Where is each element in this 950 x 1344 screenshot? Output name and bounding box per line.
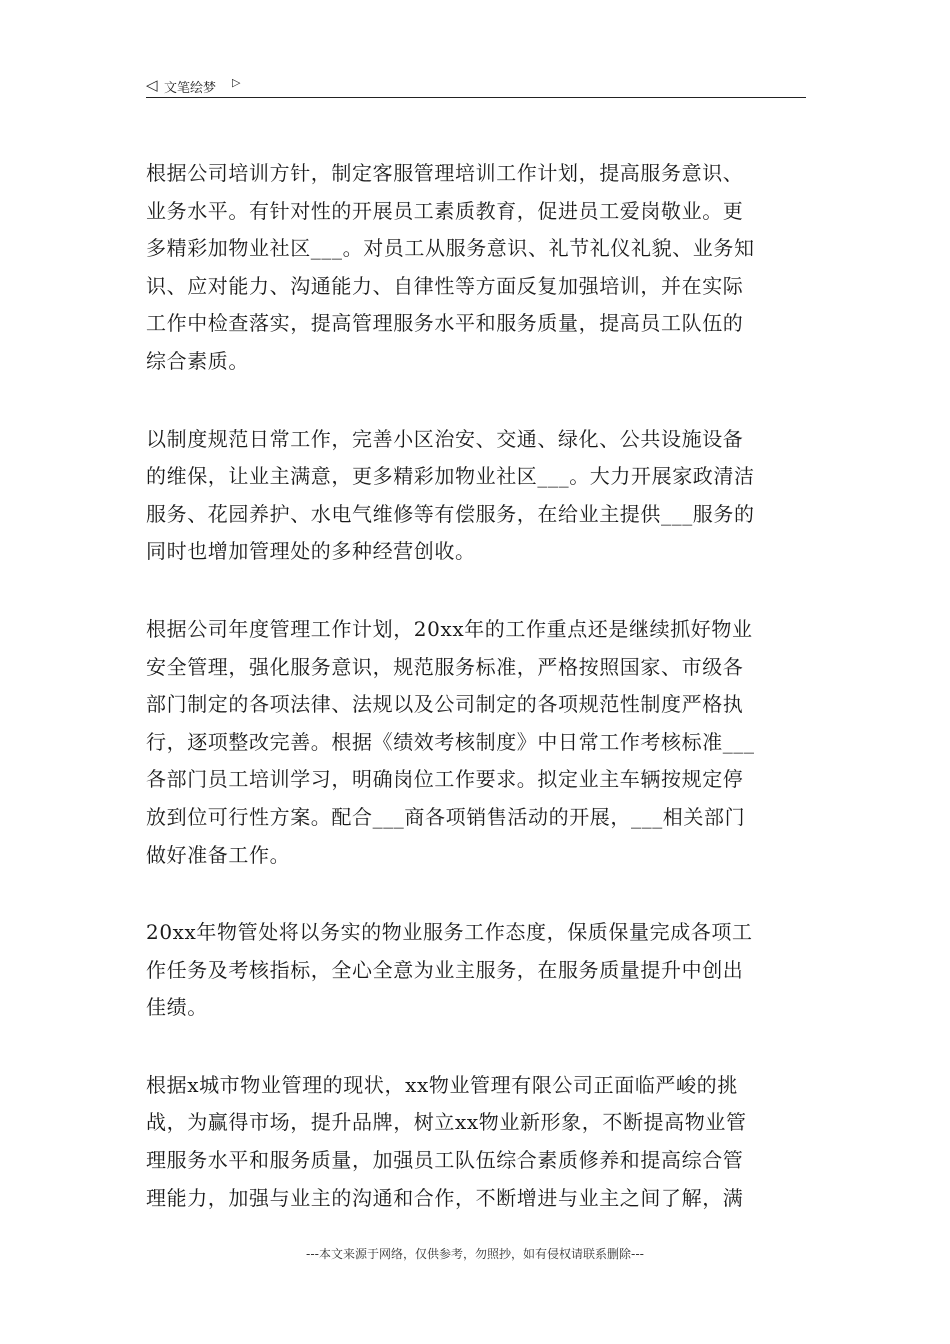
paragraph-line: 根据公司年度管理工作计划，20xx年的工作重点还是继续抓好物业 — [146, 616, 753, 641]
paragraph-line: 佳绩。 — [146, 995, 208, 1020]
paragraph-line: 同时也增加管理处的多种经营创收。 — [146, 539, 476, 564]
left-triangle-icon: ◁ — [146, 76, 158, 94]
paragraph-line: 根据公司培训方针，制定客服管理培训工作计划，提高服务意识、 — [146, 161, 744, 185]
paragraph-line: 理能力，加强与业主的沟通和合作，不断增进与业主之间了解，满 — [146, 1185, 744, 1210]
paragraph-line: 作任务及考核指标，全心全意为业主服务，在服务质量提升中创出 — [146, 957, 744, 982]
paragraph-line: 业务水平。有针对性的开展员工素质教育，促进员工爱岗敬业。更 — [146, 198, 744, 223]
paragraph-line: 多精彩加物业社区___。对员工从服务意识、礼节礼仪礼貌、业务知 — [146, 236, 755, 261]
paragraph-line: 综合素质。 — [146, 348, 249, 373]
paragraph-line: 服务、花园养护、水电气维修等有偿服务，在给业主提供___服务的 — [146, 501, 755, 526]
document-body — [146, 155, 808, 1257]
paragraph-line: 放到位可行性方案。配合___商各项销售活动的开展，___相关部门 — [146, 804, 746, 829]
header-divider — [146, 97, 806, 98]
paragraph-1 — [146, 155, 808, 381]
paragraph-line: 做好准备工作。 — [146, 842, 291, 867]
paragraph-line: 安全管理，强化服务意识，规范服务标准，严格按照国家、市级各 — [146, 654, 744, 679]
page-header — [146, 72, 806, 98]
paragraph-line: 行，逐项整改完善。根据《绩效考核制度》中日常工作考核标准___ — [146, 729, 755, 754]
paragraph-line: 识、应对能力、沟通能力、自律性等方面反复加强培训，并在实际 — [146, 273, 744, 298]
paragraph-line: 战，为赢得市场，提升品牌，树立xx物业新形象，不断提高物业管 — [146, 1110, 747, 1135]
paragraph-3 — [146, 611, 808, 874]
paragraph-line: 根据x城市物业管理的现状，xx物业管理有限公司正面临严峻的挑 — [146, 1072, 738, 1097]
right-triangle-icon: ▷ — [232, 76, 241, 89]
paragraph-2 — [146, 421, 808, 571]
paragraph-line: 部门制定的各项法律、法规以及公司制定的各项规范性制度严格执 — [146, 692, 744, 717]
paragraph-line: 的维保，让业主满意，更多精彩加物业社区___。大力开展家政清洁 — [146, 464, 755, 489]
page-footer-disclaimer: ---本文来源于网络，仅供参考，勿照抄，如有侵权请联系删除--- — [306, 1247, 644, 1261]
paragraph-line: 以制度规范日常工作，完善小区治安、交通、绿化、公共设施设备 — [146, 426, 744, 451]
paragraph-line: 工作中检查落实，提高管理服务水平和服务质量，提高员工队伍的 — [146, 311, 744, 336]
paragraph-line: 理服务水平和服务质量，加强员工队伍综合素质修养和提高综合管 — [146, 1148, 744, 1173]
header-title: 文笔绘梦 — [164, 81, 217, 96]
paragraph-line: 各部门员工培训学习，明确岗位工作要求。拟定业主车辆按规定停 — [146, 767, 744, 792]
paragraph-4 — [146, 914, 808, 1027]
paragraph-line: 20xx年物管处将以务实的物业服务工作态度，保质保量完成各项工 — [146, 920, 753, 945]
paragraph-5 — [146, 1067, 808, 1217]
